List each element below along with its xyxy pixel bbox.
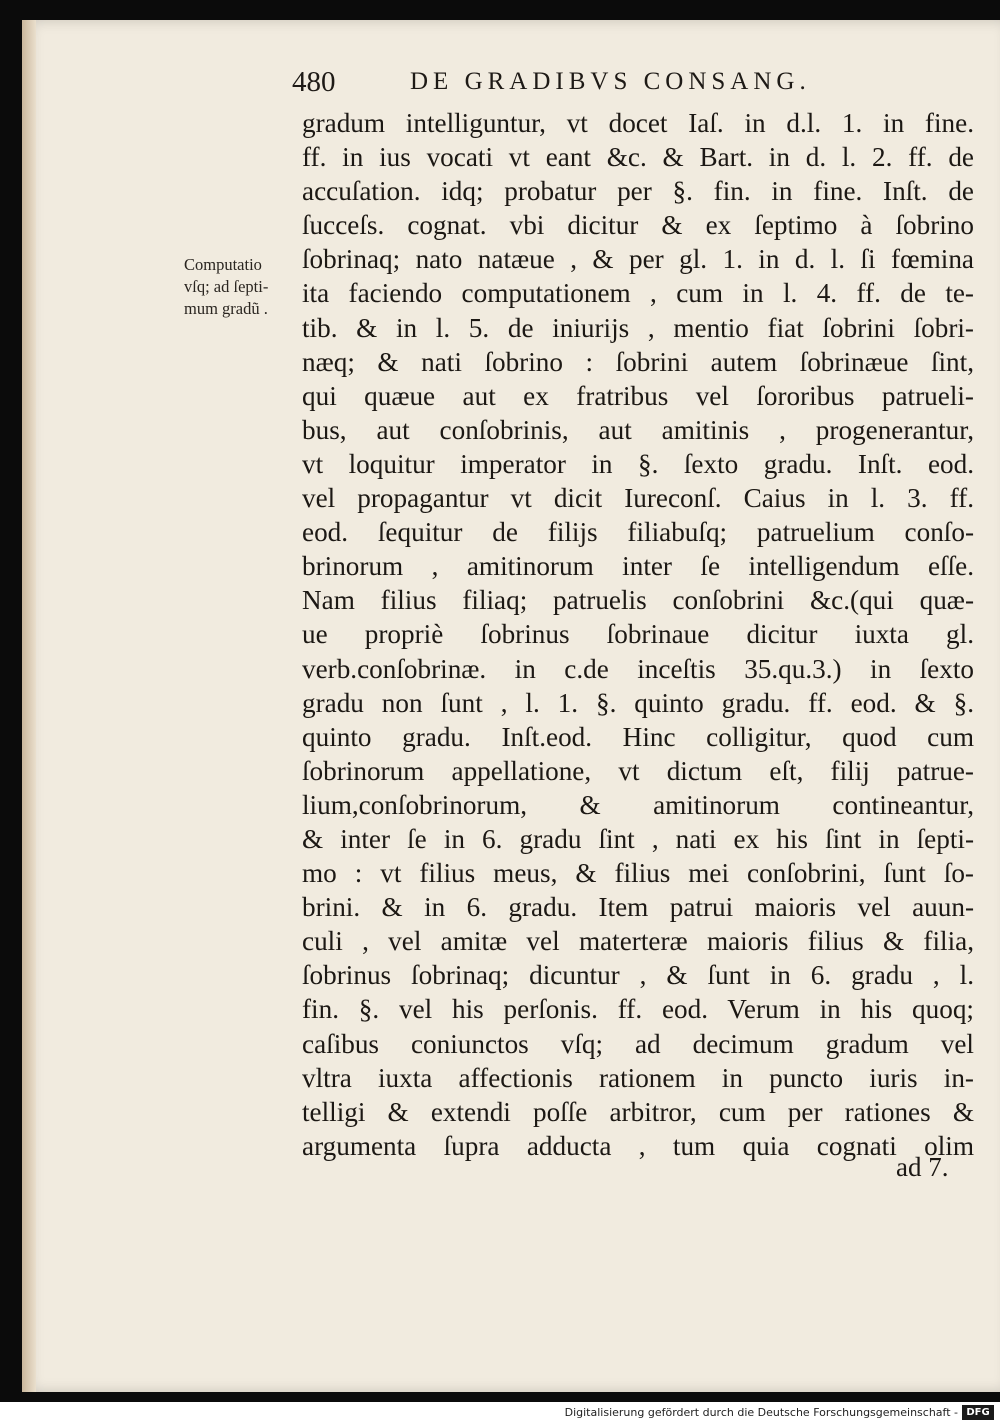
text-line: culi , vel amitæ vel materteræ maioris filius & filia, [302,926,974,957]
text-line: gradu non ſunt , l. 1. §. quinto gradu. ff. eod. & §. [302,687,974,718]
text-line: accuſation. idq; probatur per §. fin. in fine. Inſt. de [302,176,974,207]
text-line: verb.conſobrinæ. in c.de inceſtis 35.qu.3.) in ſexto [302,653,974,684]
text-line: qui quæue aut ex fratribus vel ſororibus patrueli- [302,380,974,411]
text-line: ita faciendo computationem , cum in l. 4. ff. de te- [302,278,974,309]
footer-credit: Digitalisierung gefördert durch die Deutsche Forschungsgemeinschaft - [564,1406,958,1419]
text-line: ſobrinaq; nato natæue , & per gl. 1. in d. l. ſi fœmina [302,244,974,275]
text-line: mo : vt filius meus, & filius mei conſobrini, ſunt ſo- [302,858,974,889]
text-line: brini. & in 6. gradu. Item patrui maioris vel auun- [302,892,974,923]
page-header [292,66,972,102]
page-number: 480 [292,66,336,98]
text-line: & inter ſe in 6. gradu ſint , nati ex his ſint in ſepti- [302,823,974,854]
text-line: ſucceſs. cognat. vbi dicitur & ex ſeptimo à ſobrino [302,210,974,241]
text-line: vltra iuxta affectionis rationem in puncto iuris in- [302,1062,974,1093]
text-line: gradum intelliguntur, vt docet Iaſ. in d.l. 1. in fine. [302,108,974,138]
text-line: bus, aut conſobrinis, aut amitinis , progenerantur, [302,414,974,445]
text-line: lium,conſobrinorum, & amitinorum contineantur, [302,789,974,820]
text-line: tib. & in l. 5. de iniurijs , mentio fiat ſobrini ſobri- [302,312,974,343]
text-line: eod. ſequitur de filijs filiabuſq; patruelium conſo- [302,517,974,548]
text-line: quinto gradu. Inſt.eod. Hinc colligitur, quod cum [302,721,974,752]
dfg-logo-icon: DFG [962,1405,994,1420]
margin-note [184,254,296,320]
text-line: brinorum , amitinorum inter ſe intelligendum eſſe. [302,551,974,582]
text-line: ſobrinus ſobrinaq; dicuntur , & ſunt in 6. gradu , l. [302,960,974,991]
margin-note-line: vſq; ad ſepti- [184,277,269,296]
running-head: DE GRADIBVS CONSANG. [410,68,811,95]
text-line: vt loquitur imperator in §. ſexto gradu. Inſt. eod. [302,448,974,479]
text-line: caſibus coniunctos vſq; ad decimum gradum vel [302,1028,974,1059]
text-line: fin. §. vel his perſonis. ff. eod. Verum in his quoq; [302,994,974,1025]
text-line: ue propriè ſobrinus ſobrinaue dicitur iuxta gl. [302,619,974,650]
text-line: næq; & nati ſobrino : ſobrini autem ſobrinæue ſint, [302,346,974,377]
margin-note-line: mum gradũ . [184,299,268,318]
catchword: ad 7. [896,1152,949,1182]
text-line: telligi & extendi poſſe arbitror, cum per rationes & [302,1096,974,1127]
body-text [302,106,974,1163]
text-line: ſobrinorum appellatione, vt dictum eſt, filij patrue- [302,755,974,786]
text-line: vel propagantur vt dicit Iureconſ. Caius in l. 3. ff. [302,483,974,514]
text-line: ff. in ius vocati vt eant &c. & Bart. in d. l. 2. ff. de [302,142,974,173]
text-line: argumenta ſupra adducta , tum quia cognati olim [302,1130,974,1161]
footer-bar [0,1402,1000,1424]
margin-note-line: Computatio [184,255,262,274]
page-gutter-shadow [22,20,36,1392]
text-line: Nam filius filiaq; patruelis conſobrini &c.(qui quæ- [302,585,974,616]
